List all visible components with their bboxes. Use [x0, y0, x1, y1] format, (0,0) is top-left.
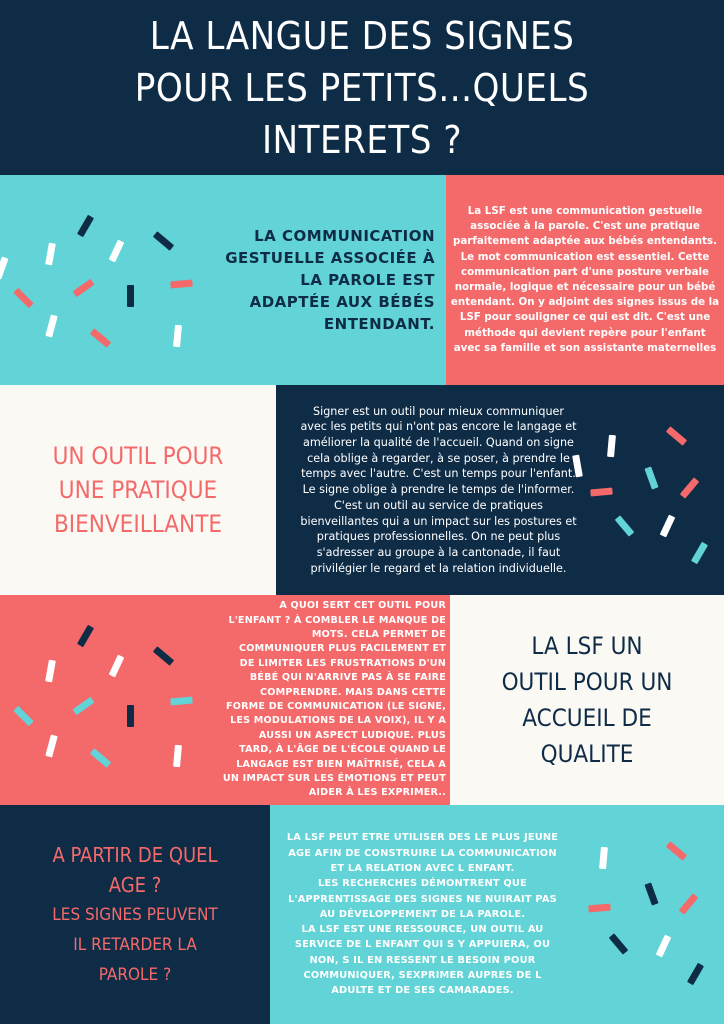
heading-line: LA COMMUNICATION: [254, 227, 435, 245]
confetti-piece: [45, 660, 56, 683]
text-line: avec les petits qui n'ont pas encore le langage et: [300, 420, 577, 434]
text-line: AUSSI UN ASPECT LUDIQUE. PLUS: [258, 729, 446, 741]
section2-text: [276, 385, 601, 595]
text-line: AU DÉVELOPPEMENT DE LA PAROLE.: [319, 908, 526, 920]
section1-text-panel: [446, 175, 724, 385]
text-line: FORME DE COMMUNICATION (LE SIGNE,: [225, 701, 446, 712]
text-line: COMPRENDRE. MAIS DANS CETTE: [260, 686, 446, 698]
confetti-piece: [615, 515, 635, 536]
section4-heading-panel: [0, 805, 270, 1024]
section3-text-panel: [0, 595, 450, 805]
heading-line: OUTIL POUR UN: [501, 668, 673, 696]
text-line: MOTS. CELA PERMET DE: [311, 628, 446, 640]
text-line: A QUOI SERT CET OUTIL POUR: [279, 600, 446, 612]
title-line: INTERETS ?: [261, 117, 463, 162]
confetti-piece: [173, 325, 182, 348]
text-line: UN IMPACT SUR LES ÉMOTIONS ET PEUT: [222, 773, 446, 785]
confetti-piece: [72, 697, 94, 715]
text-line: associée à la parole. C'est une pratique: [470, 220, 700, 233]
text-line: méthode qui devient repère pour l'enfant: [464, 326, 706, 339]
confetti-piece: [588, 904, 611, 913]
heading-line: UNE PRATIQUE: [58, 476, 218, 504]
confetti-piece: [666, 841, 687, 861]
heading-line: BIENVEILLANTE: [53, 510, 223, 538]
confetti-piece: [72, 279, 94, 297]
text-line: pratiques professionnelles. On ne peut plus: [316, 530, 561, 544]
heading-line: IL RETARDER LA: [73, 934, 197, 955]
confetti-piece: [173, 745, 182, 768]
section2-heading: [0, 385, 276, 595]
text-line: COMMUNIQUER, SEXPRIMER AUPRES DE L: [303, 970, 542, 982]
confetti-piece: [170, 697, 193, 706]
confetti-piece: [644, 466, 658, 489]
confetti-piece: [153, 646, 174, 666]
text-line: normale, logique et nécessaire pour un bébé: [454, 281, 716, 293]
text-line: LES RECHERCHES DÉMONTRENT QUE: [318, 878, 527, 890]
confetti-piece: [644, 882, 658, 905]
text-line: LA LSF EST UNE RESSOURCE, UN OUTIL AU: [301, 924, 544, 936]
section1-text: [451, 204, 719, 356]
confetti-piece: [599, 847, 608, 870]
section1-heading-panel: [0, 175, 446, 385]
text-line: LSF pour souligner ce qui est dit. C'est une: [459, 311, 711, 324]
confetti-piece: [687, 963, 704, 986]
poster-title: [0, 0, 724, 175]
section4-text-panel: [270, 805, 724, 1024]
text-line: cela oblige à regarder, à se poser, à prendre le: [307, 451, 570, 465]
heading-line: UN OUTIL POUR: [52, 442, 224, 470]
confetti-piece: [680, 477, 700, 498]
confetti-piece: [45, 243, 56, 266]
text-line: s'adresser au groupe à la cantonade, il faut: [316, 545, 561, 559]
title-line: LA LANGUE DES SIGNES: [149, 13, 575, 58]
heading-line: LA PAROLE EST: [300, 271, 435, 289]
text-line: améliorer la qualité de l'accueil. Quand on signe: [303, 436, 574, 450]
section1-heading: [190, 175, 435, 385]
heading-line: LA LSF UN: [531, 632, 643, 660]
text-line: Le mot communication est essentiel. Cette: [460, 250, 710, 263]
heading-line: ADAPTÉE AUX BÉBÉS: [249, 293, 435, 311]
text-line: C'est un outil au service de pratiques: [333, 498, 543, 512]
text-line: Signer est un outil pour mieux communiquer: [312, 404, 565, 418]
text-line: LANGAGE EST BIEN MAÎTRISÉ, CELA A: [236, 758, 446, 770]
text-line: avec sa famille et son assistante maternelles: [453, 341, 717, 354]
heading-line: LES SIGNES PEUVENT: [52, 904, 218, 925]
text-line: ET LA RELATION AVEC L ENFANT.: [330, 862, 515, 874]
confetti-piece: [666, 426, 687, 446]
heading-line: PAROLE ?: [98, 964, 172, 985]
text-line: La LSF est une communication gestuelle: [467, 204, 703, 217]
text-line: NON, S IL EN RESSENT LE BESOIN POUR: [309, 954, 536, 966]
confetti-piece: [77, 215, 94, 238]
text-line: LA LSF PEUT ETRE UTILISER DES LE PLUS JEUNE: [286, 832, 559, 844]
text-line: parfaitement adaptée aux bébés entendants.: [452, 235, 717, 248]
text-line: BÉBÉ QUI N'ARRIVE PAS À SE FAIRE: [249, 672, 446, 684]
confetti-piece: [90, 748, 111, 768]
section3-heading: [450, 595, 724, 805]
text-line: TARD, À L'ÂGE DE L'ÉCOLE QUAND LE: [239, 744, 446, 756]
text-line: COMMUNIQUER PLUS FACILEMENT ET: [238, 643, 446, 655]
confetti-piece: [679, 893, 699, 914]
heading-line: QUALITE: [540, 740, 634, 768]
section3-heading-panel: [450, 595, 724, 805]
section2-text-panel: [276, 385, 724, 595]
heading-line: ACCUEIL DE: [522, 704, 652, 732]
confetti-piece: [13, 288, 34, 309]
text-line: LES MODULATIONS DE LA VOIX), IL Y A: [230, 715, 446, 727]
text-line: SERVICE DE L ENFANT QUI S Y APPUIERA, OU: [294, 939, 551, 951]
section4-heading: [0, 805, 270, 1024]
confetti-piece: [0, 256, 9, 279]
confetti-piece: [691, 542, 708, 565]
section4-text: [270, 805, 575, 1024]
text-line: entendant. On y adjoint des signes issus de la: [450, 296, 720, 309]
text-line: DE LIMITER LES FRUSTRATIONS D'UN: [239, 657, 446, 669]
confetti-piece: [153, 231, 174, 251]
confetti-piece: [127, 285, 134, 307]
heading-line: AGE ?: [108, 872, 162, 897]
confetti-piece: [77, 625, 94, 648]
confetti-piece: [45, 314, 57, 337]
confetti-piece: [45, 734, 57, 757]
confetti-piece: [660, 515, 676, 538]
confetti-piece: [90, 328, 111, 348]
section3-text: [200, 595, 446, 805]
text-line: L'APPRENTISSAGE DES SIGNES NE NUIRAIT PAS: [288, 893, 557, 905]
confetti-piece: [109, 240, 125, 263]
text-line: AIDER À LES EXPRIMER..: [308, 787, 446, 799]
confetti-piece: [127, 705, 134, 727]
confetti-piece: [109, 655, 125, 678]
text-line: AGE AFIN DE CONSTRUIRE LA COMMUNICATION: [288, 847, 557, 859]
heading-line: ENTENDANT.: [323, 315, 435, 333]
confetti-piece: [607, 435, 616, 458]
text-line: privilégier le regard et la relation individuelle.: [310, 561, 567, 575]
heading-line: GESTUELLE ASSOCIÉE À: [225, 249, 435, 267]
text-line: bienveillantes qui a un impact sur les postures et: [300, 514, 577, 528]
section2-heading-panel: [0, 385, 276, 595]
confetti-piece: [656, 935, 672, 958]
text-line: Le signe oblige à prendre le temps de l'informer.: [302, 483, 575, 497]
confetti-piece: [13, 706, 34, 727]
text-line: temps avec l'autre. C'est un temps pour l'enfant.: [301, 467, 576, 481]
text-line: L'ENFANT ? À COMBLER LE MANQUE DE: [228, 614, 446, 626]
heading-line: A PARTIR DE QUEL: [52, 842, 218, 867]
confetti-piece: [609, 933, 629, 954]
title-line: POUR LES PETITS...QUELS: [134, 65, 590, 110]
text-line: ADULTE ET DE SES CAMARADES.: [331, 985, 514, 997]
text-line: communication part d'une posture verbale: [460, 265, 710, 278]
